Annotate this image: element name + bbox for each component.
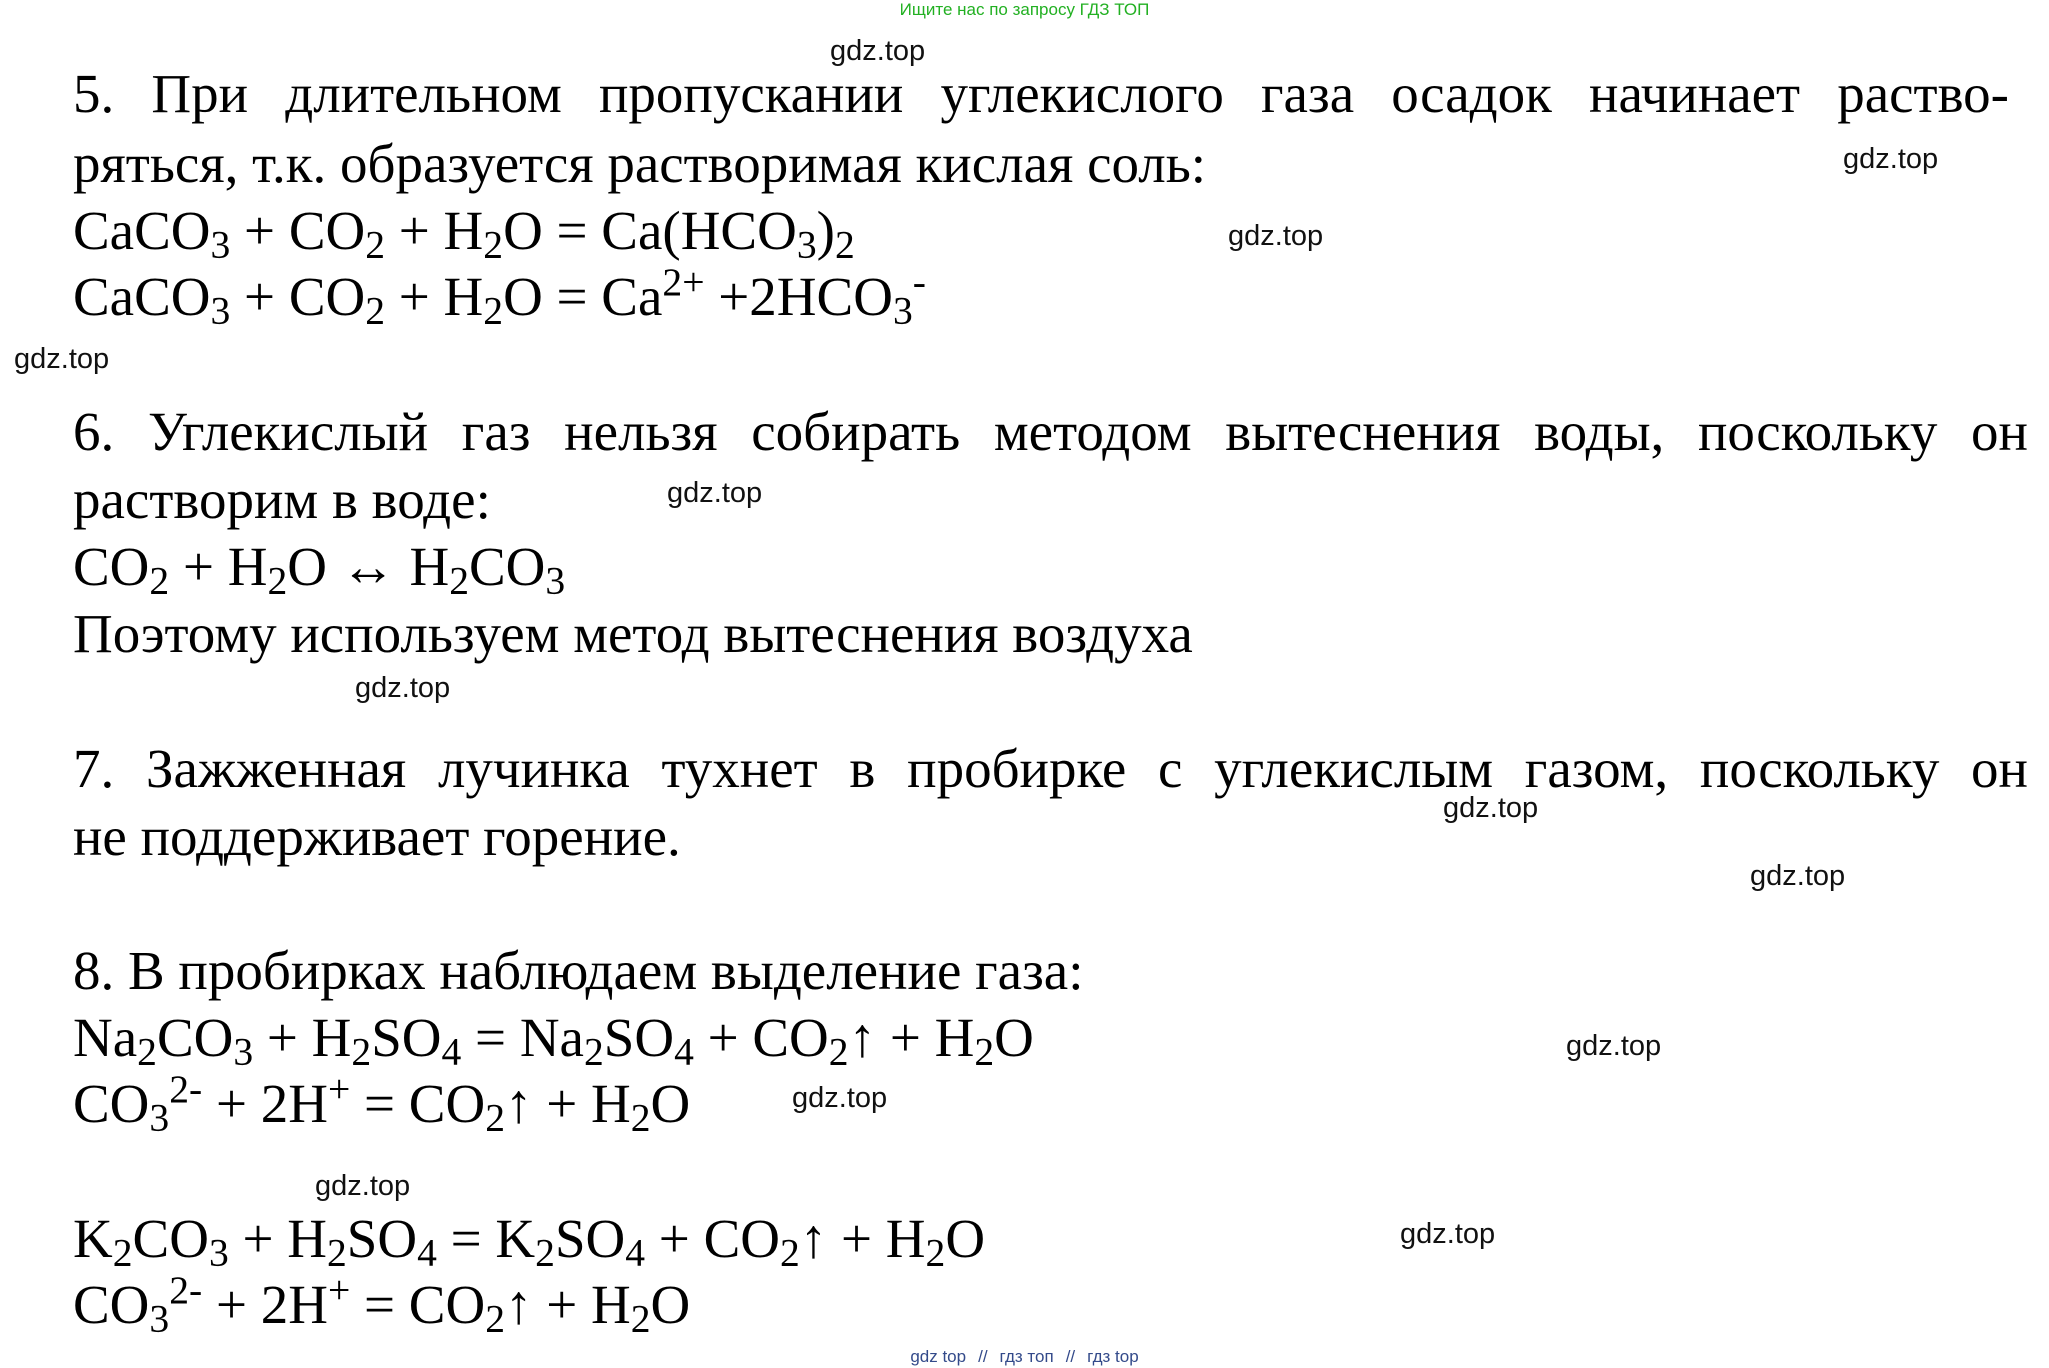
equation: CaCO$_3$ + $CO_2 + H_2O = Ca^{2+} +2HCO_3^-$: [73, 260, 926, 333]
bottom-banner-part: гдз top: [1087, 1347, 1139, 1366]
s6-line2: растворим в воде:: [73, 469, 491, 530]
bottom-banner-separator: //: [978, 1347, 988, 1366]
watermark: gdz.top: [792, 1082, 888, 1114]
watermark: gdz.top: [355, 672, 451, 704]
equation: $CO_2 + H_2O$ ↔ $H_2CO_3$: [73, 536, 566, 603]
equation: $Na_2CO_3 + H_2SO_4 = Na_2SO_4$ + $CO_2↑ + H_2O$: [73, 1007, 1034, 1074]
equation: $CO_3^{2-} + 2H^+$ = $CO_2↑ + H_2O$: [73, 1067, 691, 1140]
s6-line4: Поэтому используем метод вытеснения воздуха: [73, 603, 1193, 664]
watermark: gdz.top: [1566, 1030, 1662, 1062]
watermark: gdz.top: [1843, 143, 1939, 175]
bottom-banner-part: гдз топ: [999, 1347, 1054, 1366]
s8-line1: 8. В пробирках наблюдаем выделение газа:: [73, 940, 1084, 1001]
bottom-banner: [0, 1347, 2049, 1367]
bottom-banner-separator: //: [1065, 1347, 1076, 1366]
s5-line2: ряться, т.к. образуется растворимая кислая соль:: [73, 133, 1207, 194]
watermark: gdz.top: [315, 1170, 411, 1202]
watermark: gdz.top: [667, 477, 763, 509]
equation: $K_2CO_3 + H_2SO_4 = K_2SO_4$ + $CO_2↑ + H_2O$: [73, 1208, 986, 1275]
bottom-banner-part: gdz top: [910, 1347, 967, 1366]
s6-line1: 6. Углекислый газ нельзя собирать методом вытеснения воды, поскольку он: [73, 401, 2028, 462]
s7-line2: не поддерживает горение.: [73, 806, 681, 867]
watermark: gdz.top: [1228, 220, 1324, 252]
watermark: gdz.top: [1400, 1218, 1496, 1250]
s7-line1: 7. Зажженная лучинка тухнет в пробирке с углекислым газом, поскольку он: [73, 738, 2028, 799]
watermark: gdz.top: [1443, 792, 1539, 824]
watermark: gdz.top: [830, 35, 926, 67]
equation: CaCO$_3$ + $CO_2 + H_2O = Ca(HCO_3)_2$: [73, 200, 855, 267]
top-banner: Ищите нас по запросу ГДЗ ТОП: [899, 0, 1150, 19]
watermark: gdz.top: [1750, 860, 1846, 892]
s5-line1: 5. При длительном пропускании углекислого газа осадок начинает раство-: [73, 63, 2009, 124]
equation: $CO_3^{2-} + 2H^+$ = $CO_2↑ + H_2O$: [73, 1268, 691, 1341]
watermark: gdz.top: [14, 343, 110, 375]
